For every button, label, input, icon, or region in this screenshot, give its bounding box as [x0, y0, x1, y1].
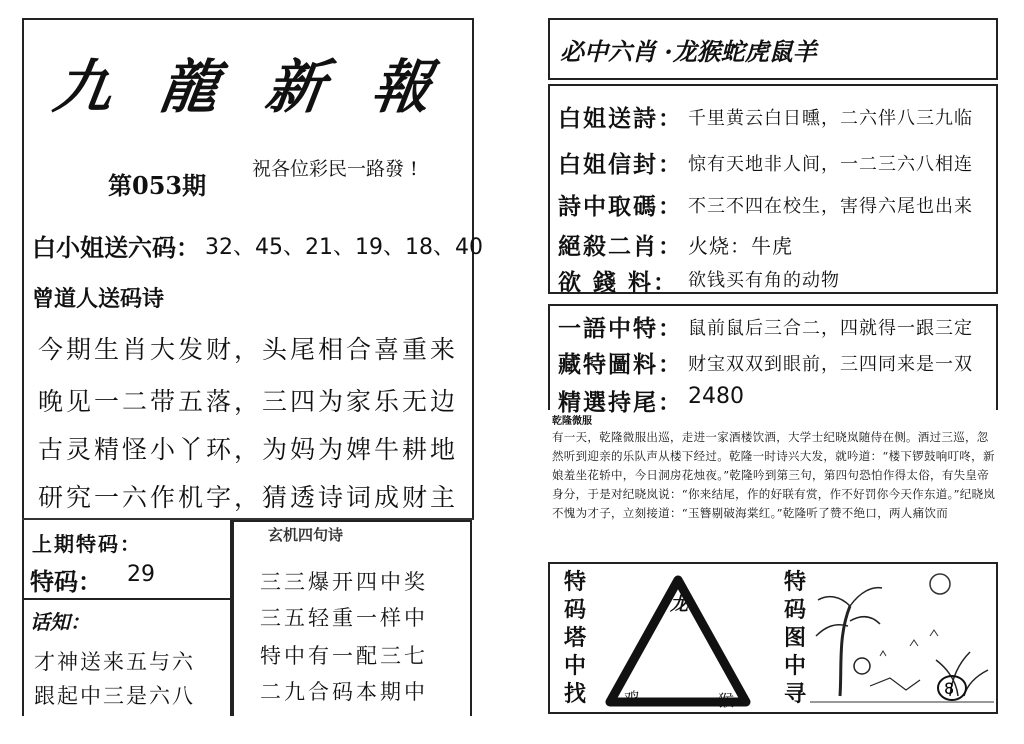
- row-label: 白姐信封：: [558, 151, 683, 178]
- row-label: 一語中特：: [558, 315, 683, 342]
- special-code-value: 29: [127, 562, 155, 587]
- row-label: 詩中取碼：: [558, 193, 683, 220]
- four-line-poem-line: 三五轻重一样中: [260, 606, 428, 630]
- row-value: 千里黄云白日曛，二六伴八三九临: [688, 108, 973, 129]
- tail-value: 2480: [688, 384, 744, 409]
- four-line-poem-line: 二九合码本期中: [260, 680, 428, 704]
- talk-line: 跟起中三是六八: [34, 684, 195, 708]
- six-codes-value: 32、45、21、19、18、40: [205, 235, 483, 260]
- special-code-label: 特码：: [30, 567, 102, 596]
- row-value: 鼠前鼠后三合二，四就得一跟三定: [688, 318, 973, 339]
- triangle-left-label: 鸡: [624, 689, 641, 708]
- triangle-top-label: 龙: [670, 594, 688, 615]
- priest-poem-label: 曾道人送码诗: [32, 286, 165, 312]
- previous-code-label: 上期特码：: [32, 532, 142, 556]
- story-text: 有一天，乾隆微服出巡，走进一家酒楼饮酒，大学士纪晓岚随侍在侧。酒过三巡，忽然听到迎亲的乐队声从楼下经过。乾隆一时诗兴大发，就吟道：“楼下锣鼓响叮咚，新娘羞坐花轿中，今日洞房花烛夜。”乾隆吟到第三句，第四句恐怕作得太俗，有失皇帝身分，于是对纪晓岚说：“你来结尾，作的好联有赏，作不好罚你今天作东道。”纪晓岚不愧为才子，立刻接道：“玉簪剔破海棠红。”乾隆听了赞不绝口，两人痛饮而: [552, 430, 996, 520]
- svg-text:8: 8: [944, 679, 955, 698]
- row-value: 火烧：牛虎: [688, 234, 793, 258]
- four-line-poem-title: 玄机四句诗: [268, 526, 344, 544]
- poem-line: 晚见一二带五落，三四为家乐无边: [38, 387, 459, 416]
- four-line-poem-line: 特中有一配三七: [260, 644, 428, 668]
- row-label: 白姐送詩：: [558, 105, 683, 132]
- row-label: 欲 錢 料：: [558, 269, 679, 296]
- issue-number: 第053期: [108, 171, 207, 200]
- tail-label: 精選持尾：: [558, 389, 683, 416]
- row-value: 不三不四在校生，害得六尾也出来: [688, 196, 973, 217]
- tower-label: 特码塔中找: [563, 569, 586, 707]
- poem-line: 研究一六作机字，猜透诗词成财主: [38, 483, 459, 512]
- four-line-poem-line: 三三爆开四中奖: [260, 570, 428, 594]
- landscape-sketch-icon: [810, 566, 994, 712]
- triangle-right-label: 猴: [718, 691, 735, 710]
- row-value: 财宝双双到眼前，三四同来是一双: [688, 354, 973, 375]
- talk-line: 才神送来五与六: [34, 650, 195, 674]
- six-codes-label: 白小姐送六码：: [32, 233, 200, 262]
- row-value: 惊有天地非人间，一二三六八相连: [688, 154, 973, 175]
- zodiac-header: 必中六肖 ·龙猴蛇虎鼠羊: [560, 37, 817, 66]
- row-label: 絕殺二肖：: [558, 233, 683, 260]
- poem-line: 古灵精怪小丫环，为妈为婢牛耕地: [38, 435, 459, 464]
- picture-label: 特码图中寻: [783, 569, 806, 707]
- story-title: 乾隆微服: [552, 416, 592, 427]
- newspaper-logo: 九龍新報: [49, 53, 484, 121]
- talk-label: 话知：: [30, 610, 90, 634]
- greeting: 祝各位彩民一路發 !: [252, 158, 418, 180]
- poem-line: 今期生肖大发财，头尾相合喜重来: [38, 335, 459, 364]
- row-value: 欲钱买有角的动物: [688, 270, 840, 291]
- row-label: 藏特圖料：: [558, 351, 683, 378]
